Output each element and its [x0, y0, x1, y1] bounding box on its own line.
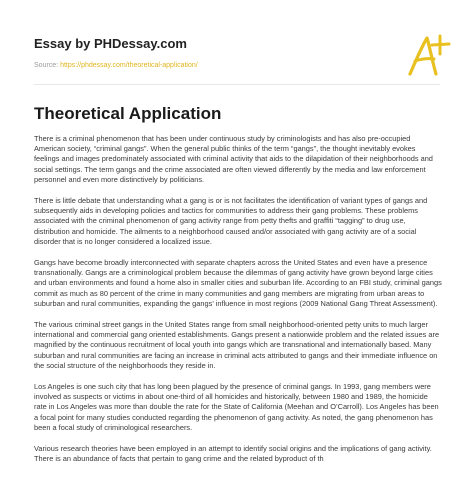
article-title: Theoretical Application	[34, 104, 222, 123]
page-header	[34, 36, 198, 70]
source-label: Source:	[34, 62, 59, 69]
site-brand[interactable]: Essay by PHDessay.com	[34, 36, 187, 51]
source-line	[34, 61, 198, 70]
paragraph: Los Angeles is one such city that has long been plagued by the presence of criminal gangs. In 1993, gang members were involved as suspects or victims in about one-third of all homicides and historically, between 1980 and 1989, the homicide rate in Los Angeles was more than double the rate for the State of California (Meehan and O’Carroll). Los Angeles has been a focal point for many studies conducted regarding the phenomenon of gang activity. As noted, the gang phenomenon has been a focal study of criminological researchers.	[34, 382, 439, 432]
article-body	[34, 134, 442, 475]
source-link[interactable]: https://phdessay.com/theoretical-application/	[60, 62, 198, 69]
a-plus-grade-icon	[404, 30, 452, 82]
header-divider	[34, 84, 440, 85]
paragraph: Various research theories have been employed in an attempt to identify social origins and the implications of gang activity. There is an abundance of facts that pertain to gang crime and the related byproduct of th	[34, 444, 432, 464]
paragraph: Gangs have become broadly interconnected with separate chapters across the United States and even have a presence transnationally. Gangs are a criminological problem because the dilemmas of gang activity have grown beyond large cities and urban environments and found a home also in smaller cities and suburban life. According to an FBI study, criminal gangs commit as much as 80 percent of the crime in many communities and gang members are migrating from urban areas to suburban and rural communities, expanding the gangs’ influence in most regions (2009 National Gang Threat Assessment).	[34, 258, 442, 308]
paragraph: There is a criminal phenomenon that has been under continuous study by criminologists and has also pre-occupied American society, “criminal gangs”. When the general public thinks of the term “gangs”, the thought inevitably evokes feelings and images predominately associated with criminal activity that aids to the dilapidation of their neighborhoods and social settings. The term gangs and the crime associated are often viewed differently by the media and law enforcement personnel and even more distinctively by politicians.	[34, 134, 433, 184]
paragraph: There is little debate that understanding what a gang is or is not facilitates the identification of variant types of gangs and subsequently aids in developing policies and tactics for communities to address their gang problems. These problems associated with the criminal phenomenon of gang activity range from petty thefts and graffiti “tagging” to drug use, distribution and homicide. The ailments to a neighborhood caused and/or associated with gang activity are of a social disorder that is no longer considered a localized issue.	[34, 196, 428, 246]
paragraph: The various criminal street gangs in the United States range from small neighborhood-oriented petty units to much larger international and commercial gang oriented establishments. Gangs present a nationwide problem and the related issues are magnified by the continuous recruitment of local youth into gangs which are transnational and internationally based. Many suburban and rural communities are facing an increase in criminal acts attributed to gangs and their immediate influence on the social structure of the neighborhoods they reside in.	[34, 320, 440, 370]
